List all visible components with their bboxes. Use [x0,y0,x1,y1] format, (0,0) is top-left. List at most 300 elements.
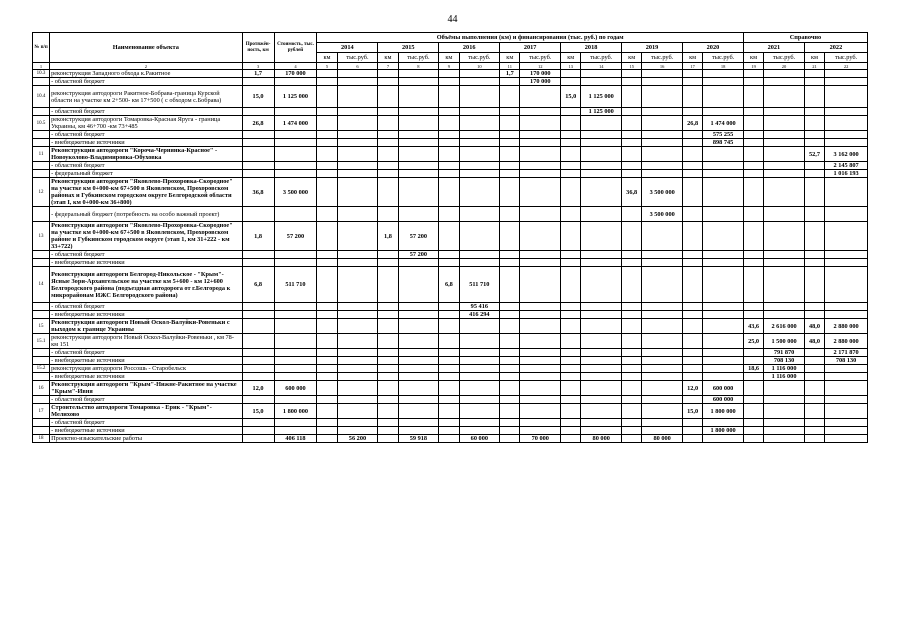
table-row [33,178,868,207]
value-cell [642,381,683,396]
column-number: 15 [622,63,642,70]
value-cell [337,303,378,311]
value-cell [581,78,622,86]
header-num: № п/п [33,33,50,63]
value-cell [682,78,702,86]
value-cell [581,170,622,178]
value-cell [561,170,581,178]
value-cell [439,131,459,139]
table-row [33,86,868,108]
value-cell: 36,8 [622,178,642,207]
value-cell [561,178,581,207]
value-cell [337,319,378,334]
value-cell [804,404,824,419]
value-cell: 25,0 [743,334,763,349]
object-length [242,349,274,357]
value-cell [561,70,581,78]
value-cell: 12,0 [682,381,702,396]
value-cell [804,170,824,178]
value-cell [622,381,642,396]
value-cell [703,334,744,349]
value-cell [804,207,824,222]
value-cell [743,162,763,170]
value-cell [622,251,642,259]
object-cost: 1 800 000 [274,404,317,419]
table-row [33,170,868,178]
object-length [242,396,274,404]
value-cell [317,267,337,303]
value-cell [520,319,561,334]
value-cell [743,381,763,396]
value-cell [317,162,337,170]
header-cost: Стоимость, тыс. рублей [274,33,317,63]
header-year: 2018 [561,43,622,53]
value-cell [500,427,520,435]
header-year: 2016 [439,43,500,53]
object-length: 1,8 [242,222,274,251]
value-cell [642,86,683,108]
value-cell [337,139,378,147]
object-cost [274,131,317,139]
object-cost [274,349,317,357]
header-unit-rub: тыс.руб. [337,53,378,63]
value-cell [520,86,561,108]
value-cell [520,222,561,251]
header-unit-km: км [439,53,459,63]
object-name: - внебюджетные источники [50,259,242,267]
object-length [242,427,274,435]
value-cell [520,259,561,267]
value-cell [459,365,500,373]
value-cell [703,170,744,178]
value-cell [764,108,805,116]
value-cell [439,365,459,373]
value-cell [317,170,337,178]
value-cell: 170 000 [520,70,561,78]
value-cell [378,419,398,427]
value-cell [561,404,581,419]
value-cell [561,396,581,404]
value-cell [703,311,744,319]
value-cell [500,365,520,373]
object-cost: 1 125 000 [274,86,317,108]
value-cell [825,396,868,404]
value-cell [622,365,642,373]
value-cell [500,349,520,357]
value-cell [642,251,683,259]
value-cell: 57 200 [398,222,439,251]
value-cell [682,373,702,381]
value-cell [743,373,763,381]
value-cell [743,139,763,147]
value-cell [459,259,500,267]
value-cell [439,116,459,131]
value-cell [581,267,622,303]
value-cell [561,365,581,373]
value-cell [642,259,683,267]
column-number: 5 [317,63,337,70]
value-cell [317,365,337,373]
object-name: реконструкция автодороги Новый Оскол-Валуйки-Ровеньки , км 78-км 151 [50,334,242,349]
object-length [242,311,274,319]
row-number [33,357,50,365]
row-number: 13 [33,222,50,251]
value-cell [500,311,520,319]
value-cell [561,78,581,86]
value-cell [682,334,702,349]
value-cell [378,435,398,443]
row-number [33,251,50,259]
value-cell [682,131,702,139]
object-name: - внебюджетные источники [50,311,242,319]
object-length: 26,8 [242,116,274,131]
row-number [33,311,50,319]
value-cell [500,207,520,222]
value-cell [642,334,683,349]
value-cell [804,222,824,251]
row-number [33,131,50,139]
value-cell [317,427,337,435]
value-cell [317,381,337,396]
value-cell [764,70,805,78]
object-length [242,139,274,147]
value-cell [622,170,642,178]
header-year: 2017 [500,43,561,53]
header-length: Протяжён-ность, км [242,33,274,63]
header-unit-km: км [378,53,398,63]
value-cell [682,427,702,435]
value-cell [520,207,561,222]
value-cell [642,170,683,178]
value-cell [622,131,642,139]
value-cell [703,222,744,251]
column-number: 10 [459,63,500,70]
value-cell [682,222,702,251]
value-cell [642,116,683,131]
object-length [242,357,274,365]
object-length [242,131,274,139]
object-name: - областной бюджет [50,78,242,86]
column-number: 14 [581,63,622,70]
value-cell [642,78,683,86]
row-number [33,170,50,178]
value-cell [804,78,824,86]
object-name: реконструкция автодороги Россошь - Старобельск [50,365,242,373]
value-cell [804,86,824,108]
object-name: - федеральный бюджет (потребность на особо важный проект) [50,207,242,222]
value-cell [439,139,459,147]
value-cell [703,108,744,116]
value-cell [804,419,824,427]
value-cell: 80 000 [642,435,683,443]
value-cell [317,319,337,334]
object-cost [274,251,317,259]
row-number [33,139,50,147]
value-cell [317,147,337,162]
value-cell [317,178,337,207]
value-cell [439,178,459,207]
value-cell [337,251,378,259]
value-cell [804,357,824,365]
value-cell [561,311,581,319]
object-name: Реконструкция автодороги "Короча-Чернянка-Красное" - Новоуколово-Владимировка-Обуховка [50,147,242,162]
row-number: 11 [33,147,50,162]
value-cell [337,419,378,427]
value-cell [622,303,642,311]
value-cell [500,435,520,443]
row-number [33,427,50,435]
value-cell [439,404,459,419]
value-cell [398,170,439,178]
table-row [33,396,868,404]
value-cell [682,108,702,116]
value-cell [682,419,702,427]
value-cell: 6,8 [439,267,459,303]
value-cell: 1 474 000 [703,116,744,131]
value-cell: 1 800 000 [703,427,744,435]
value-cell [500,170,520,178]
value-cell [378,78,398,86]
value-cell [561,381,581,396]
value-cell [825,259,868,267]
table-row [33,251,868,259]
value-cell [520,108,561,116]
object-cost [274,419,317,427]
value-cell [520,334,561,349]
object-length [242,303,274,311]
value-cell: 600 000 [703,396,744,404]
value-cell [459,162,500,170]
value-cell [337,70,378,78]
value-cell [825,78,868,86]
table-row [33,147,868,162]
value-cell [703,147,744,162]
value-cell: 791 870 [764,349,805,357]
object-cost [274,170,317,178]
value-cell [825,108,868,116]
value-cell [642,162,683,170]
value-cell [581,357,622,365]
value-cell [459,319,500,334]
value-cell [378,267,398,303]
value-cell [622,139,642,147]
object-length: 1,7 [242,70,274,78]
value-cell [561,419,581,427]
value-cell [337,116,378,131]
object-length [242,170,274,178]
value-cell [561,349,581,357]
value-cell [520,162,561,170]
value-cell [317,419,337,427]
table-row [33,349,868,357]
value-cell [622,147,642,162]
value-cell [764,207,805,222]
value-cell [804,162,824,170]
row-number [33,349,50,357]
value-cell [642,419,683,427]
row-number [33,78,50,86]
object-name: - областной бюджет [50,349,242,357]
table-row [33,259,868,267]
value-cell [378,207,398,222]
header-year: 2020 [682,43,743,53]
table-row [33,311,868,319]
value-cell [561,373,581,381]
value-cell [825,267,868,303]
header-unit-rub: тыс.руб. [825,53,868,63]
row-number: 10.4 [33,86,50,108]
value-cell: 1 500 000 [764,334,805,349]
value-cell [622,259,642,267]
header-year: 2021 [743,43,804,53]
value-cell [561,303,581,311]
value-cell [520,303,561,311]
value-cell [439,259,459,267]
value-cell [703,419,744,427]
value-cell [439,435,459,443]
table-row [33,222,868,251]
object-cost [274,139,317,147]
value-cell [378,334,398,349]
value-cell [500,404,520,419]
value-cell [459,147,500,162]
table-row [33,419,868,427]
value-cell [459,381,500,396]
value-cell [459,131,500,139]
value-cell [764,116,805,131]
value-cell [337,427,378,435]
value-cell [337,170,378,178]
value-cell: 3 162 000 [825,147,868,162]
value-cell [439,303,459,311]
object-cost [274,108,317,116]
value-cell [825,70,868,78]
object-name: - областной бюджет [50,396,242,404]
value-cell [500,267,520,303]
value-cell [500,259,520,267]
value-cell [500,251,520,259]
value-cell: 708 130 [764,357,805,365]
value-cell [520,178,561,207]
value-cell [337,162,378,170]
value-cell: 80 000 [581,435,622,443]
value-cell [825,427,868,435]
value-cell [581,303,622,311]
value-cell [743,70,763,78]
row-number: 16 [33,381,50,396]
value-cell: 898 745 [703,139,744,147]
header-volumes: Объёмы выполнения (км) и финансирования (тыс. руб.) по годам [317,33,744,43]
value-cell [459,222,500,251]
value-cell [398,427,439,435]
value-cell [459,404,500,419]
column-number: 4 [274,63,317,70]
row-number: 15.2 [33,365,50,373]
value-cell [642,222,683,251]
value-cell [764,222,805,251]
value-cell [622,373,642,381]
object-name: реконструкция автодороги Томаровка-Красная Яруга - граница Украины, км 46+700 -км 73+485 [50,116,242,131]
value-cell: 48,0 [804,334,824,349]
header-unit-km: км [804,53,824,63]
value-cell: 3 500 000 [642,178,683,207]
value-cell [825,222,868,251]
value-cell: 2 880 000 [825,319,868,334]
value-cell [825,365,868,373]
value-cell [622,108,642,116]
value-cell [317,303,337,311]
value-cell [825,311,868,319]
value-cell [622,334,642,349]
value-cell [500,334,520,349]
value-cell [581,404,622,419]
value-cell [337,259,378,267]
value-cell [398,373,439,381]
value-cell [581,396,622,404]
value-cell [581,116,622,131]
object-length: 15,0 [242,404,274,419]
row-number [33,259,50,267]
value-cell [378,70,398,78]
object-name: Строительство автодороги Томаровка - Ерик - "Крым"- Мелихово [50,404,242,419]
table-row [33,381,868,396]
column-number: 7 [378,63,398,70]
table-row [33,116,868,131]
value-cell [500,162,520,170]
value-cell [500,147,520,162]
value-cell: 18,6 [743,365,763,373]
value-cell [804,139,824,147]
object-name: Реконструкция автодороги Новый Оскол-Валуйки-Ровеньки с выходом к границе Украины [50,319,242,334]
header-unit-rub: тыс.руб. [581,53,622,63]
row-number: 14 [33,267,50,303]
value-cell [825,139,868,147]
value-cell [743,349,763,357]
value-cell [764,139,805,147]
value-cell [520,427,561,435]
value-cell [804,116,824,131]
value-cell [561,267,581,303]
value-cell [378,162,398,170]
object-name: реконструкция автодороги Ракитное-Бобравa-граница Курской области на участке км 2+500- км 17+500 ( с обходом с.Бобрава) [50,86,242,108]
value-cell [317,139,337,147]
object-length: 12,0 [242,381,274,396]
value-cell [378,259,398,267]
value-cell [804,365,824,373]
value-cell [581,131,622,139]
value-cell: 1 016 193 [825,170,868,178]
value-cell [743,147,763,162]
value-cell [642,70,683,78]
value-cell: 2 616 000 [764,319,805,334]
value-cell [378,116,398,131]
value-cell [642,319,683,334]
value-cell [398,319,439,334]
value-cell [642,147,683,162]
object-name: - внебюджетные источники [50,373,242,381]
value-cell [581,349,622,357]
value-cell [459,207,500,222]
value-cell [317,86,337,108]
value-cell [561,139,581,147]
object-name: - областной бюджет [50,131,242,139]
value-cell [581,259,622,267]
value-cell [520,404,561,419]
table-row [33,131,868,139]
value-cell [561,131,581,139]
value-cell [764,259,805,267]
value-cell [703,207,744,222]
